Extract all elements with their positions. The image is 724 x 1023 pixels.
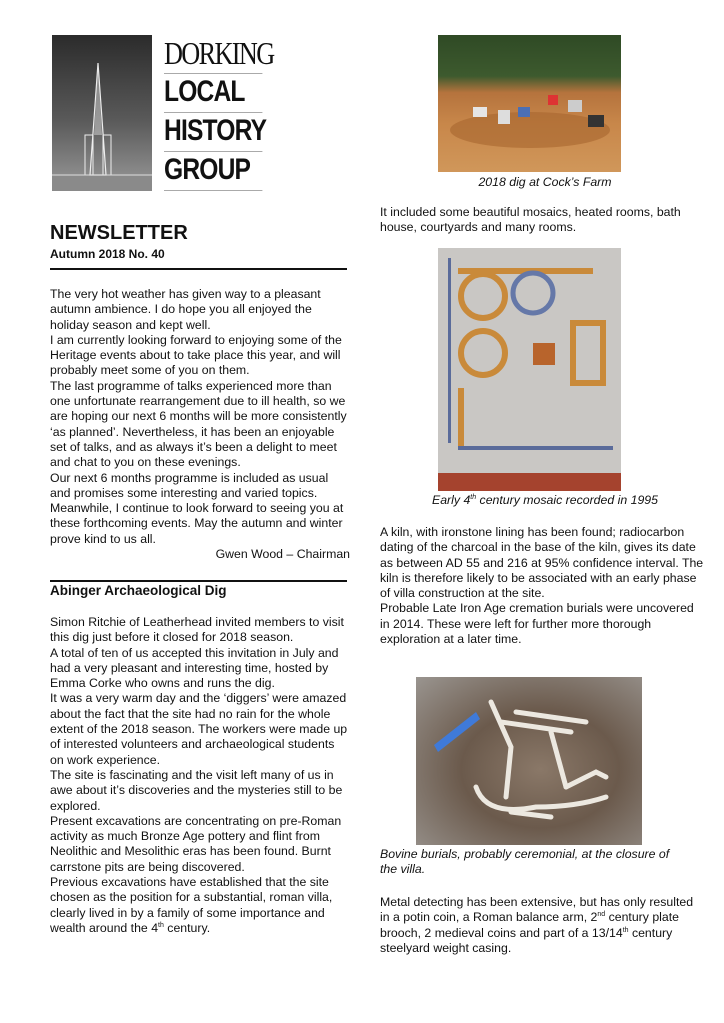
caption-text: century mosaic recorded in 1995 — [476, 493, 658, 507]
text: Metal detecting has been extensive, but has only resulted in a potin coin, a Roman balance arm, 2 — [380, 895, 694, 925]
newsletter-title: NEWSLETTER — [50, 222, 188, 244]
logo-word: DORKING — [164, 35, 262, 74]
article-paragraph: Simon Ritchie of Leatherhead invited members to visit this dig just before it closed for 2018 season. — [50, 615, 344, 645]
text: century steelyard weight casing. — [380, 925, 673, 955]
mosaic-photo — [438, 248, 621, 491]
kiln-section — [380, 525, 705, 647]
section-divider — [50, 580, 347, 582]
ordinal: 4 — [151, 920, 159, 935]
logo-wordmark — [164, 35, 284, 191]
article-left-column — [50, 615, 350, 936]
letter-paragraph: The last programme of talks experienced more than one unfortunate rearrangement due to ill health, so we are hoping our next 6 months will be more consistently ‘as planned’. Nevertheless, it has been an enjoyable set of talks, and as always it’s been a delight to meet and chat to you on these evenings. — [50, 378, 347, 470]
metal-detecting-paragraph — [380, 895, 705, 956]
mosaic-intro: It included some beautiful mosaics, heated rooms, bath house, courtyards and many rooms. — [380, 205, 681, 235]
logo-word: HISTORY — [164, 113, 262, 152]
ordinal-suffix: th — [158, 921, 164, 929]
group-logo — [52, 35, 284, 192]
article-paragraph: The site is fascinating and the visit left many of us in awe about it’s discoveries and the mysteries still to be explored. — [50, 767, 343, 813]
letter-paragraph: I am currently looking forward to enjoying some of the Heritage events about to take place this year, and will probably meet some of you on them. — [50, 332, 342, 378]
logo-word: GROUP — [164, 152, 262, 191]
logo-word: LOCAL — [164, 74, 262, 113]
header-divider — [50, 268, 347, 270]
issue-label: Autumn 2018 No. 40 — [50, 247, 165, 261]
photo1-caption: 2018 dig at Cock’s Farm — [478, 175, 612, 189]
church-spire-image — [52, 35, 152, 191]
text-tail: century. — [163, 920, 211, 935]
photo3-caption: Bovine burials, probably ceremonial, at the closure of the villa. — [380, 847, 670, 877]
article-paragraph-text: Previous excavations have established that the site chosen as the position for a substantial, roman villa, clearly lived in by a family of some importance and wealth around the — [50, 875, 333, 935]
ordinal-suffix: th — [622, 926, 629, 934]
letter-paragraph: The very hot weather has given way to a pleasant autumn ambience. I do hope you all enjoyed the holiday season and kept well. — [50, 287, 321, 332]
signature: Gwen Wood – Chairman — [215, 547, 350, 562]
dig-photo — [438, 35, 621, 172]
article-paragraph: Present excavations are concentrating on pre-Roman activity as much Bronze Age pottery and flint from Neolithic and Mesolithic eras has been found. Burnt carrstone pits are being discovered. — [50, 813, 342, 874]
excavators-figures — [438, 35, 621, 172]
text: century plate brooch, 2 medieval coins and part of a 13/14 — [380, 910, 679, 940]
article-paragraph: A kiln, with ironstone lining has been found; radiocarbon dating of the charcoal in the base of the kiln, gives its date as between AD 55 and 216 at 95% confidence interval. The kiln is therefore likely to be associated with an early phase of villa construction at the site. — [380, 525, 704, 601]
ordinal-suffix: nd — [597, 911, 606, 919]
caption-text: Early 4 — [432, 493, 471, 507]
article-paragraph: Probable Late Iron Age cremation burials were uncovered in 2014. These were left for further more thorough exploration at a later time. — [380, 601, 694, 647]
article-paragraph-last — [50, 875, 350, 936]
article-heading: Abinger Archaeological Dig — [50, 583, 227, 598]
ordinal-suffix: th — [470, 493, 477, 501]
chairman-letter — [50, 287, 350, 562]
article-paragraph: A total of ten of us accepted this invitation in July and had a very pleasant and interesting time, hosted by Emma Corke who owns and runs the dig. — [50, 645, 339, 691]
spire-icon — [52, 35, 152, 191]
letter-paragraph: Our next 6 months programme is included as usual and promises some interesting and varied topics. Meanwhile, I continue to look forward to seeing you at these forthcoming events. May the autumn and winter prove kind to us all. — [50, 470, 344, 546]
photo2-caption — [380, 493, 710, 508]
article-paragraph: It was a very warm day and the ‘diggers’ were amazed about the fact that the site had no rain for the whole extent of the 2018 season. The workers were made up of interested volunteers and archaeological students on work experience. — [50, 691, 348, 767]
bovine-burial-photo — [416, 677, 642, 845]
skeleton-figure — [416, 677, 642, 845]
mosaic-pattern — [438, 248, 621, 491]
